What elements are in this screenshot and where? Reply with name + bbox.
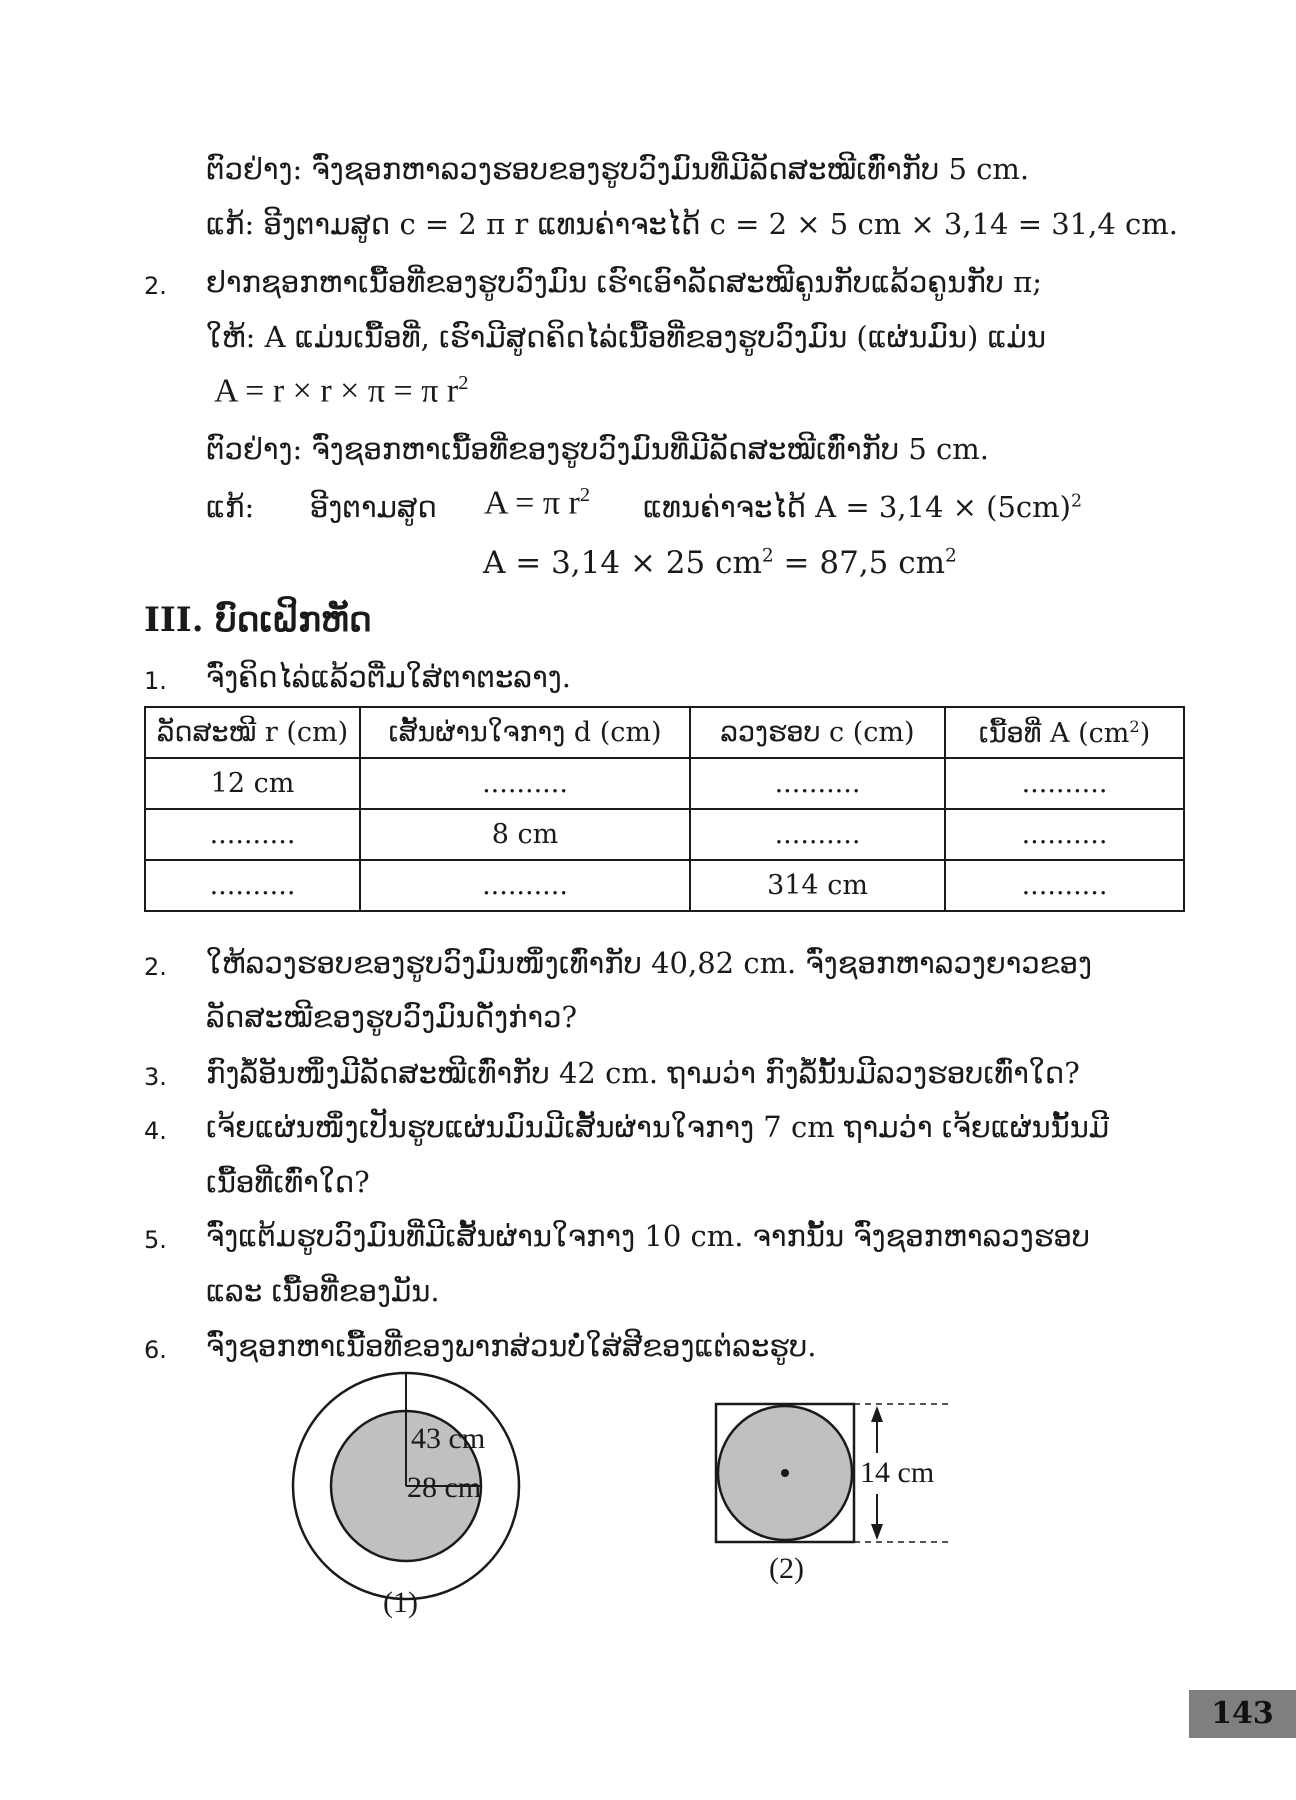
example2-result-tail-exponent: 2: [945, 545, 957, 567]
table-cell: ..........: [945, 758, 1184, 809]
header-radius: ລັດສະໝີ r (cm): [145, 707, 360, 758]
example2-line1: ຕົວຢ່າງ: ຈົ່ງຊອກຫາເນື້ອທີ່ຂອງຮູບວົງມົນທີ່ມີລັດສະໝີເທົ່າກັບ 5 cm.: [206, 432, 989, 466]
table-row: [145, 809, 1184, 860]
example2-substitute: [643, 490, 1082, 525]
exercise2-line1: ໃຫ້ລວງຮອບຂອງຮູບວົງມົນໜຶ່ງເທົ່າກັບ 40,82 cm. ຈົ່ງຊອກຫາລວງຍາວຂອງ: [206, 946, 1092, 980]
exercise1-text: ຈົ່ງຄິດໄລ່ແລ້ວຕື່ມໃສ່ຕາຕະລາງ.: [206, 660, 571, 694]
point2-number: 2.: [144, 272, 167, 300]
table-cell: ..........: [945, 860, 1184, 911]
table-cell: 12 cm: [145, 758, 360, 809]
fig1-caption: (1): [383, 1586, 418, 1619]
section-title: III. ບົດເຝິກຫັດ: [144, 600, 372, 640]
table-cell: ..........: [945, 809, 1184, 860]
exercise5-number: 5.: [144, 1226, 167, 1254]
exercise5-line2: ແລະ ເນື້ອທີ່ຂອງມັນ.: [206, 1274, 440, 1308]
example2-result-tail: = 87,5 cm: [773, 545, 946, 581]
example1-line2: ແກ້: ອີງຕາມສູດ c = 2 π r ແທນຄ່າຈະໄດ້ c = 2 × 5 cm × 3,14 = 31,4 cm.: [206, 207, 1178, 241]
exercise4-line2: ເນື້ອທີ່ເທົ່າໃດ?: [206, 1165, 370, 1199]
fig2-caption: (2): [769, 1552, 804, 1585]
exercise6-number: 6.: [144, 1336, 167, 1364]
table-cell: ..........: [360, 758, 690, 809]
example2-formula-text: A = π r: [484, 484, 580, 522]
table-cell: ..........: [690, 758, 945, 809]
example2-result-text: A = 3,14 × 25 cm: [483, 545, 762, 581]
header-area-close: ): [1139, 717, 1151, 749]
point2-line2: ໃຫ້: A ແມ່ນເນື້ອທີ່, ເຮົາມີສູດຄິດໄລ່ເນື້ອທີ່ຂອງຮູບວົງມົນ (ແຜ່ນມົນ) ແມ່ນ: [206, 320, 1046, 354]
example2-solve-text: ອີງຕາມສູດ: [310, 490, 437, 524]
area-formula-text: A = r × r × π = π r: [214, 372, 459, 410]
point2-line1: ຢາກຊອກຫາເນື້ອທີ່ຂອງຮູບວົງມົນ ເຮົາເອົາລັດສະໝີຄູນກັບແລ້ວຄູນກັບ π;: [206, 265, 1042, 299]
header-area: [945, 707, 1184, 758]
exercise3-line1: ກົງລໍ້ອັນໜຶ່ງມີລັດສະໝີເທົ່າກັບ 42 cm. ຖາມວ່າ ກົງລໍ້ນັ້ນມີລວງຮອບເທົ່າໃດ?: [206, 1056, 1080, 1090]
page-number: 143: [1189, 1690, 1296, 1738]
example1-line1: ຕົວຢ່າງ: ຈົ່ງຊອກຫາລວງຮອບຂອງຮູບວົງມົນທີ່ມີລັດສະໝີເທົ່າກັບ 5 cm.: [206, 152, 1030, 186]
example2-solve-label: ແກ້:: [206, 490, 255, 524]
exercise6-line1: ຈົ່ງຊອກຫາເນື້ອທີ່ຂອງພາກສ່ວນບໍ່ໃສ່ສີຂອງແຕ່ລະຮູບ.: [206, 1329, 817, 1363]
example2-substitute-text: ແທນຄ່າຈະໄດ້ A = 3,14 × (5cm): [643, 490, 1071, 524]
header-circumference: ລວງຮອບ c (cm): [690, 707, 945, 758]
center-dot: [781, 1469, 789, 1477]
table-cell: ..........: [145, 860, 360, 911]
example2-result-exponent: 2: [761, 545, 774, 567]
exercise1-table: [144, 706, 1185, 912]
exercise2-number: 2.: [144, 953, 167, 981]
exercise3-number: 3.: [144, 1063, 167, 1091]
exercise4-number: 4.: [144, 1117, 167, 1145]
table-cell: ..........: [360, 860, 690, 911]
area-formula: [214, 372, 468, 410]
fig1-outer-label: 43 cm: [411, 1422, 486, 1455]
header-area-exponent: 2: [1129, 716, 1140, 736]
table-cell: ..........: [145, 809, 360, 860]
header-area-text: ເນື້ອທີ່ A (cm: [978, 717, 1130, 749]
table-header-row: [145, 707, 1184, 758]
arrow-down: [871, 1524, 883, 1540]
table-row: [145, 758, 1184, 809]
example2-formula-exponent: 2: [579, 484, 591, 506]
example2-substitute-exponent: 2: [1070, 491, 1083, 512]
exercise5-line1: ຈົ່ງແຕ້ມຮູບວົງມົນທີ່ມີເສັ້ນຜ່ານໃຈກາງ 10 cm. ຈາກນັ້ນ ຈົ່ງຊອກຫາລວງຮອບ: [206, 1219, 1091, 1253]
fig1-inner-label: 28 cm: [407, 1471, 482, 1504]
table-row: [145, 860, 1184, 911]
arrow-up: [871, 1406, 883, 1422]
exercise1-number: 1.: [144, 667, 167, 695]
exercise2-line2: ລັດສະໝີຂອງຮູບວົງມົນດັ່ງກ່າວ?: [206, 1000, 578, 1034]
table-cell: 8 cm: [360, 809, 690, 860]
table-cell: ..........: [690, 809, 945, 860]
example2-formula: [484, 484, 590, 522]
table-cell: 314 cm: [690, 860, 945, 911]
area-formula-exponent: 2: [458, 372, 469, 394]
header-diameter: ເສັ້ນຜ່ານໃຈກາງ d (cm): [360, 707, 690, 758]
example2-result: [483, 545, 957, 582]
fig2-side-label: 14 cm: [860, 1456, 935, 1489]
exercise4-line1: ເຈ້ຍແຜ່ນໜຶ່ງເປັນຮູບແຜ່ນມົນມີເສັ້ນຜ່ານໃຈກາງ 7 cm ຖາມວ່າ ເຈ້ຍແຜ່ນນັ້ນມີ: [206, 1110, 1110, 1144]
